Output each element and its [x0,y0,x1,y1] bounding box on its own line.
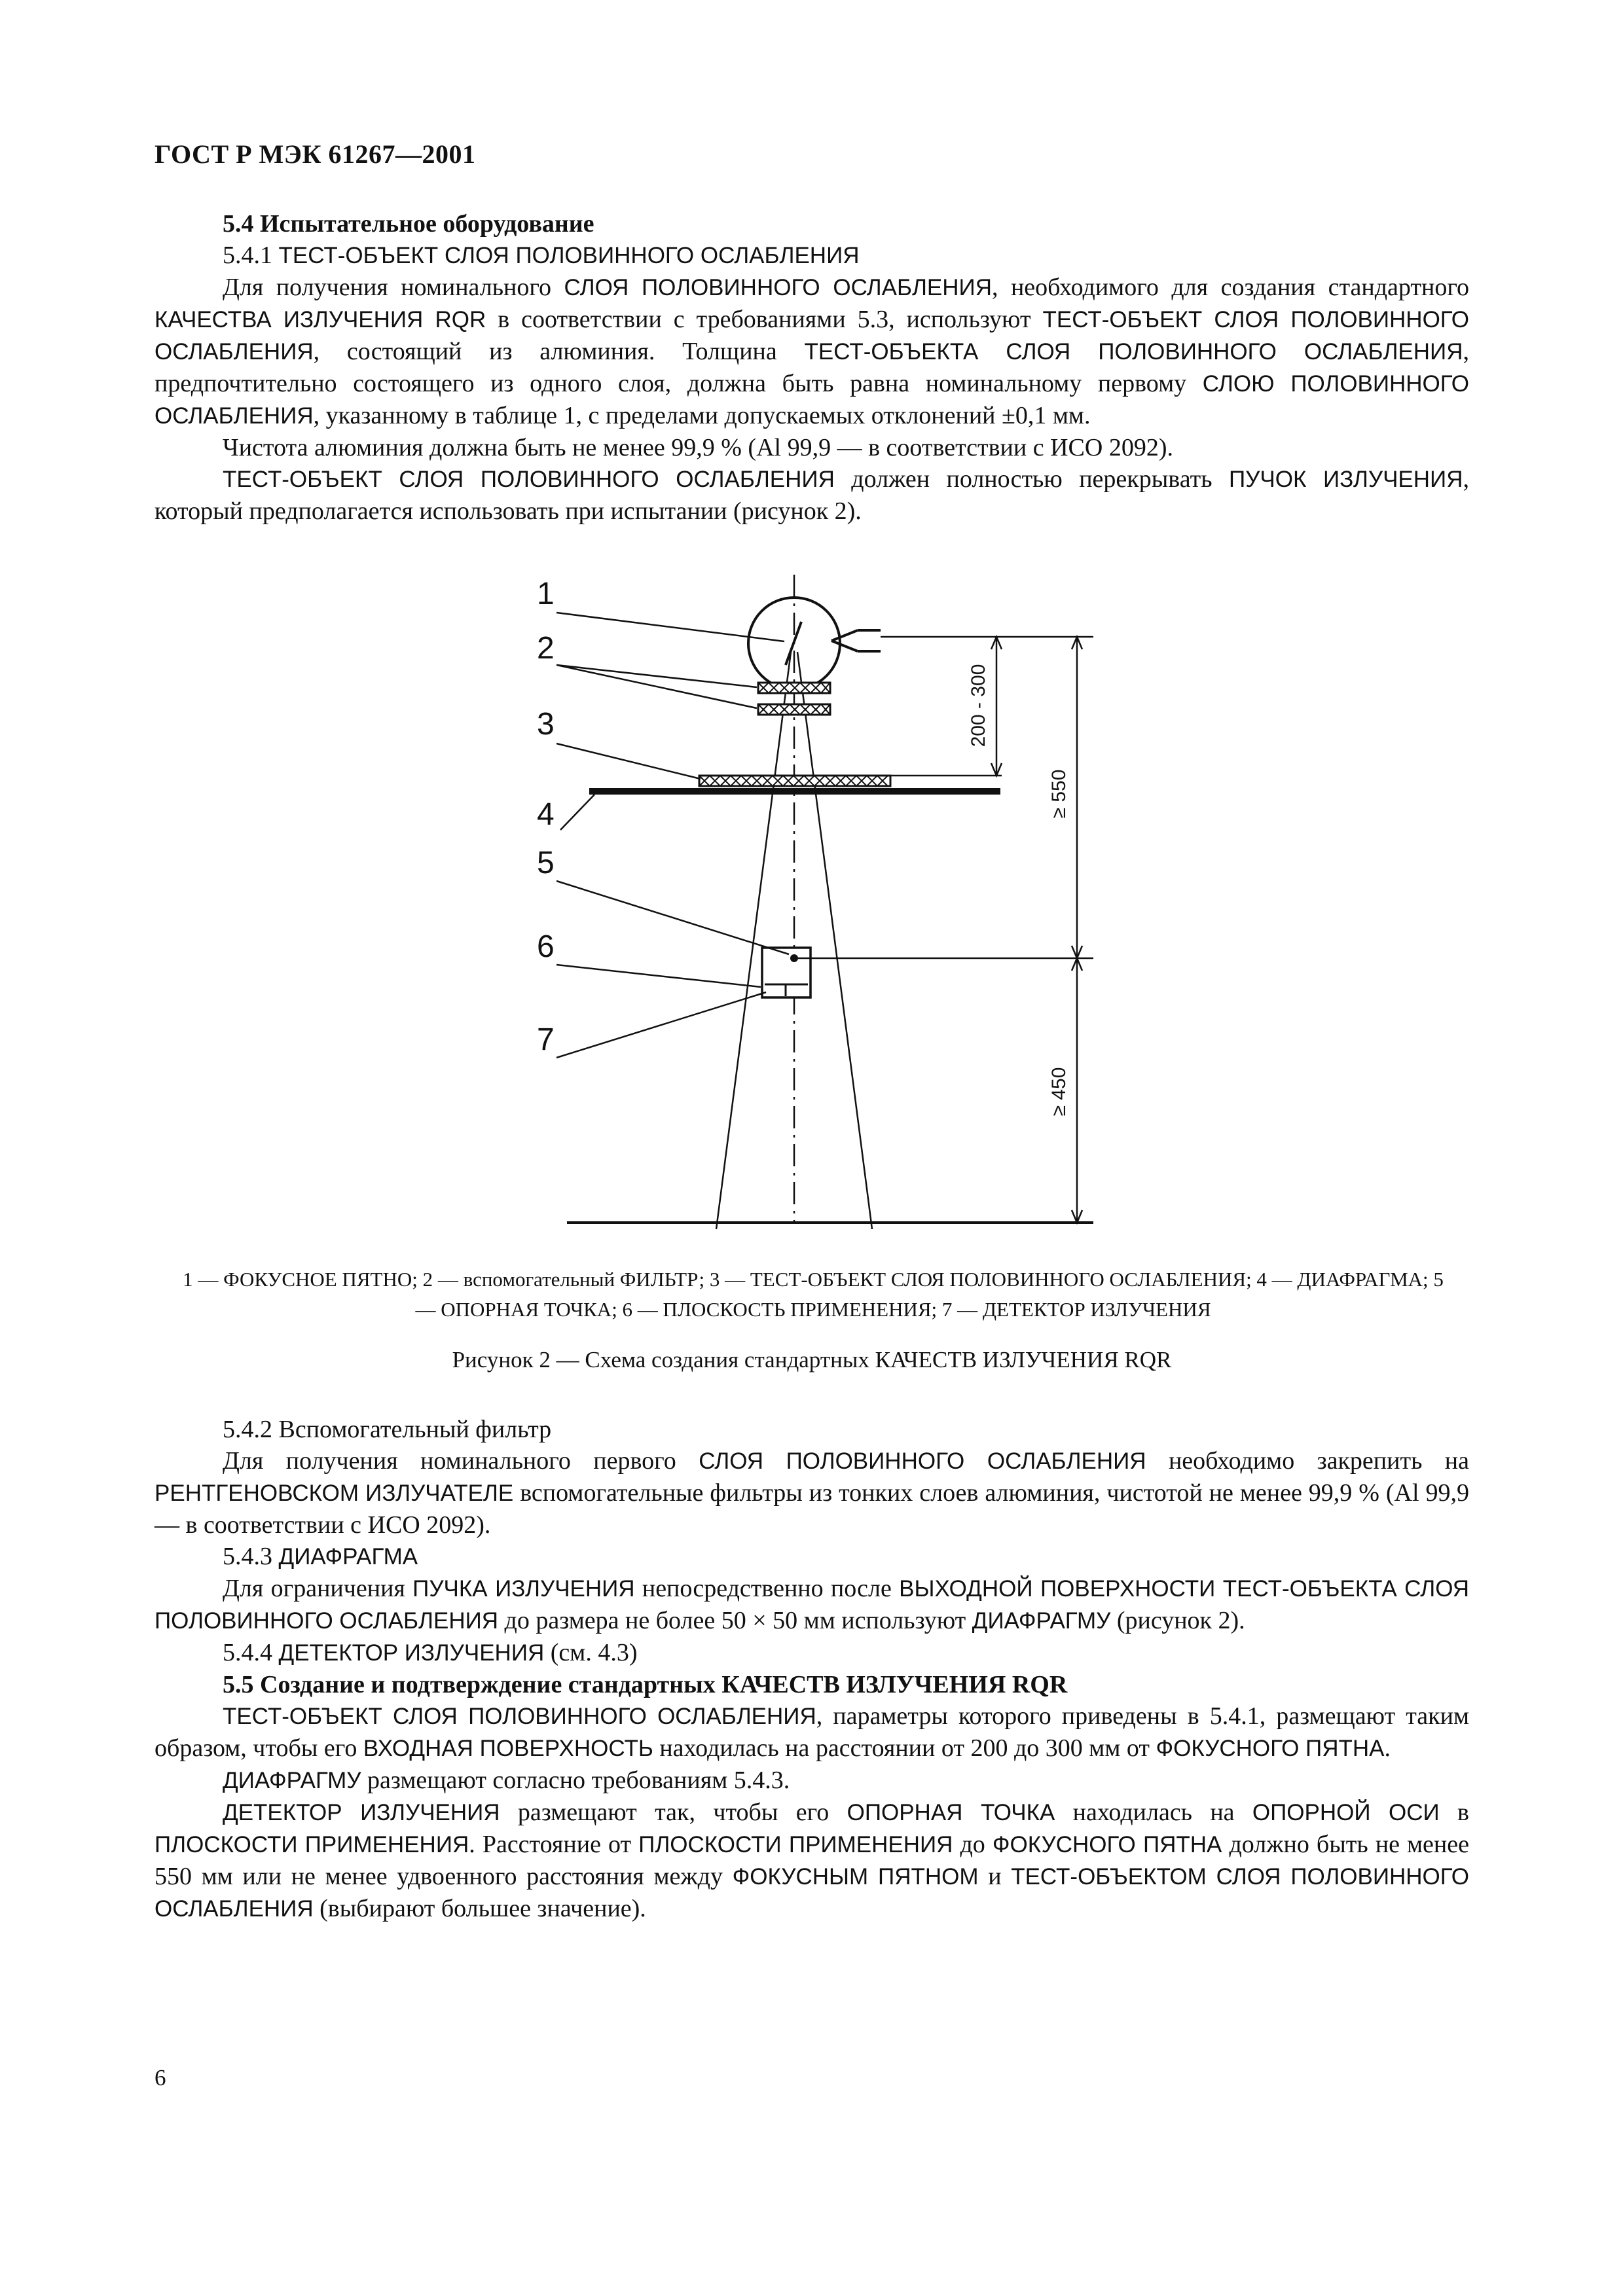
text-run: находилась на расстоянии от 200 до 300 мм от [653,1734,1156,1762]
page-number: 6 [155,2065,166,2090]
text-run: должно быть не менее 550 мм или не менее удвоенного расстояния между [155,1831,1469,1890]
subsection-term: ТЕСТ-ОБЪЕКТ СЛОЯ ПОЛОВИННОГО ОСЛАБЛЕНИЯ [278,243,860,268]
text-run: должен полностью перекрывать [834,465,1229,493]
callout-7: 7 [537,1022,555,1057]
text-run: до [953,1831,993,1858]
text-run: непосредственно после [634,1575,900,1602]
text-run: Для ограничения [223,1575,413,1602]
term-run: СЛОЯ ПОЛОВИННОГО ОСЛАБЛЕНИЯ [564,275,992,300]
leader-3 [556,744,701,779]
text-run: , состоящий из алюминия. Толщина [313,338,805,365]
callout-2: 2 [537,631,555,666]
subsection-number: 5.4.3 [223,1543,272,1570]
leader-7 [556,992,766,1058]
term-run: ДИАФРАГМУ [223,1768,361,1793]
term-run: ПУЧОК ИЗЛУЧЕНИЯ [1229,467,1463,492]
text-run: , предпочтительно состоящего из одного слоя, должна быть равна номинальному первому [155,338,1469,397]
term-run: ТЕСТ-ОБЪЕКТ СЛОЯ ПОЛОВИННОГО ОСЛАБЛЕНИЯ [223,467,835,492]
term-run: ФОКУСНЫМ ПЯТНОМ [732,1864,979,1890]
term-run: ТЕСТ-ОБЪЕКТОМ СЛОЯ ПОЛОВИННОГО ОСЛАБЛЕНИЯ [155,1864,1469,1922]
text-run: вспомогательные фильтры из тонких слоев алюминия, чистотой не менее 99,9 % (Al 99,9 — в соответствии с ИСО 2092). [155,1479,1469,1539]
paragraph-5-4-1-c [155,463,1469,527]
sections-5-4-2-to-5-5 [155,1414,1469,1925]
text-run: , параметры которого приведены в 5.4.1, размещают таким образом, чтобы его [155,1702,1470,1762]
term-run: РЕНТГЕНОВСКОМ ИЗЛУЧАТЕЛЕ [155,1480,514,1506]
term-run: ВХОДНАЯ ПОВЕРХНОСТЬ [363,1736,653,1761]
term-run: ПЛОСКОСТИ ПРИМЕНЕНИЯ [155,1832,469,1857]
paragraph-5-4-1-a [155,272,1469,432]
paragraph-5-4-2 [155,1445,1469,1541]
term-run: СЛОЯ ПОЛОВИННОГО ОСЛАБЛЕНИЯ [699,1448,1146,1474]
leader-5 [556,881,789,954]
term-run: ОПОРНАЯ ТОЧКА [847,1800,1055,1825]
subsection-number: 5.4.1 [223,242,272,269]
subsection-5-4-1-title [155,240,1469,272]
text-run: , необходимого для создания стандартного [992,274,1470,301]
callout-5: 5 [537,846,555,880]
paragraph-5-5-c [155,1797,1469,1925]
term-run: ФОКУСНОГО ПЯТНА [1156,1736,1385,1761]
paragraph-5-5-a [155,1700,1469,1765]
callout-4: 4 [537,797,555,832]
subsection-term: ДИАФРАГМА [278,1544,418,1570]
term-run: ФОКУСНОГО ПЯТНА [992,1832,1222,1857]
text-run: . [1384,1734,1391,1762]
text-run: . Расстояние от [469,1831,639,1858]
figure-caption: Рисунок 2 — Схема создания стандартных КАЧЕСТВ ИЗЛУЧЕНИЯ RQR [452,1347,1172,1372]
subsection-5-4-3-title [155,1541,1469,1573]
callout-3: 3 [537,707,555,742]
term-run: ДИАФРАГМУ [972,1608,1111,1634]
text-run: (выбирают большее значение). [313,1895,646,1922]
text-run: , который предполагается использовать при испытании (рисунок 2). [155,465,1469,525]
document-header: ГОСТ Р МЭК 61267—2001 [155,139,476,169]
text-run: до размера не более 50 × 50 мм используют [498,1607,972,1634]
text-run: (рисунок 2). [1110,1607,1245,1634]
dimension-label-200-300: 200 - 300 [968,664,989,747]
text-run: , указанному в таблице 1, с пределами допускаемых отклонений ±0,1 мм. [313,402,1091,429]
term-run: ПЛОСКОСТИ ПРИМЕНЕНИЯ [638,1832,953,1857]
section-5-4-title: 5.4 Испытательное оборудование [223,210,594,238]
term-run: ТЕСТ-ОБЪЕКТ СЛОЯ ПОЛОВИННОГО ОСЛАБЛЕНИЯ [223,1704,816,1729]
text-run: находилась на [1055,1799,1252,1826]
term-run: ДЕТЕКТОР ИЗЛУЧЕНИЯ [223,1800,500,1825]
text-run: в [1439,1799,1469,1826]
text-run: в соответствии с требованиями 5.3, используют [486,306,1043,333]
text-run: Для получения номинального первого [223,1447,699,1475]
leader-4 [560,795,594,830]
text-run: размещают согласно требованиям 5.4.3. [361,1767,790,1794]
section-5-4 [155,208,1469,527]
subsection-ref: (см. 4.3) [544,1639,638,1666]
figure-legend: 1 — ФОКУСНОЕ ПЯТНО; 2 — вспомогательный ФИЛЬТР; 3 — ТЕСТ-ОБЪЕКТ СЛОЯ ПОЛОВИННОГО ОСЛАБЛЕНИЯ; 4 — ДИАФРАГМА; 5 — ОПОРНАЯ ТОЧКА; 6 — ПЛОСКОСТЬ ПРИМЕНЕНИЯ; 7 — ДЕТЕКТОР ИЗЛУЧЕНИЯ [183,1268,1444,1321]
paragraph-5-4-1-b: Чистота алюминия должна быть не менее 99,9 % (Al 99,9 — в соответствии с ИСО 2092). [223,434,1173,461]
subsection-5-4-4-title [155,1637,1469,1669]
beam-edge-left [716,652,791,1229]
term-run: СЛОЮ ПОЛОВИННОГО ОСЛАБЛЕНИЯ [155,371,1469,429]
text-run: и [978,1863,1012,1890]
dimension-label-450: ≥ 450 [1048,1067,1070,1117]
subsection-5-4-2-title: 5.4.2 Вспомогательный фильтр [223,1416,552,1443]
term-run: ОПОРНОЙ ОСИ [1252,1800,1440,1825]
beam-edge-right [797,652,872,1229]
callout-1: 1 [537,577,555,611]
diaphragm [589,788,1000,795]
paragraph-5-4-3 [155,1573,1469,1637]
term-run: ПУЧКА ИЗЛУЧЕНИЯ [412,1576,635,1602]
callout-6: 6 [537,929,555,964]
term-run: ТЕСТ-ОБЪЕКТ СЛОЯ ПОЛОВИННОГО ОСЛАБЛЕНИЯ [155,307,1470,365]
subsection-number: 5.4.4 [223,1639,272,1666]
leader-2 [556,665,757,708]
term-run: КАЧЕСТВА ИЗЛУЧЕНИЯ RQR [155,307,486,332]
section-5-5-title: 5.5 Создание и подтверждение стандартных КАЧЕСТВ ИЗЛУЧЕНИЯ RQR [223,1671,1068,1698]
dimension-label-550: ≥ 550 [1048,769,1070,819]
figure-2-diagram [524,568,1113,1236]
term-run: ВЫХОДНОЙ ПОВЕРХНОСТИ ТЕСТ-ОБЪЕКТА СЛОЯ ПОЛОВИННОГО ОСЛАБЛЕНИЯ [155,1576,1469,1634]
text-run: Для получения номинального [223,274,564,301]
text-run: размещают так, чтобы его [500,1799,847,1826]
term-run: ТЕСТ-ОБЪЕКТА СЛОЯ ПОЛОВИННОГО ОСЛАБЛЕНИЯ [804,339,1463,365]
leader-6 [556,965,761,987]
paragraph-5-5-b [155,1765,1469,1797]
text-run: необходимо закрепить на [1146,1447,1469,1475]
subsection-term: ДЕТЕКТОР ИЗЛУЧЕНИЯ [278,1640,545,1666]
